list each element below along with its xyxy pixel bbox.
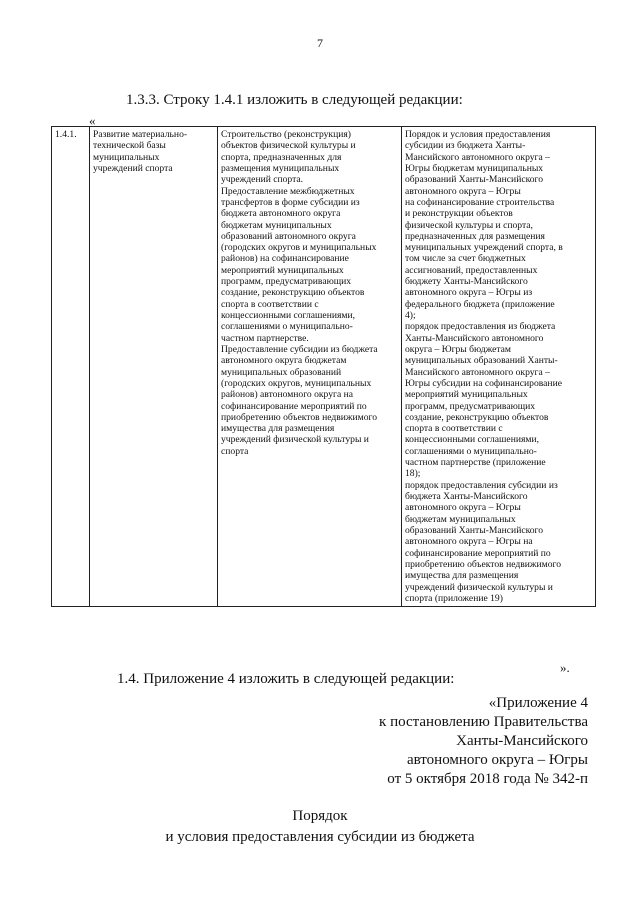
title-line: Порядок <box>292 808 348 824</box>
program-row-table <box>51 126 596 607</box>
row-number-cell: 1.4.1. <box>52 127 90 607</box>
closing-quote-mark: ». <box>560 660 570 675</box>
procedures-cell: Порядок и условия предоставления субсидии из бюджета Ханты- Мансийского автономного округа – Югры бюджетам муниципальных образований Ханты-Мансийского автономного округа – Югры на софинансирование строительства и реконструкции объектов физической культуры и спорта, предназначенных для размещения муниципальных учреждений спорта, в том числе за счет бюджетных ассигнований, предоставленных бюджету Ханты-Мансийского автономного округа – Югры из федерального бюджета (приложение 4); порядок предоставления из бюджета Ханты-Мансийского автономного округа – Югры бюджетам муниципальных образований Ханты- Мансийского автономного округа – Югры субсидии на софинансирование мероприятий муниципальных программ, предусматривающих создание, реконструкцию объектов спорта в соответствии с концессионными соглашениями, соглашениями о муниципально- частном партнерстве (приложение 18); порядок предоставления субсидии из бюджета Ханты-Мансийского автономного округа – Югры бюджетам муниципальных образований Ханты-Мансийского автономного округа – Югры на софинансирование мероприятий по приобретению объектов недвижимого имущества для размещения учреждений физической культуры и спорта (приложение 19) <box>402 127 596 607</box>
appendix-line: от 5 октября 2018 года № 342-п <box>387 771 588 787</box>
title-line: и условия предоставления субсидии из бюджета <box>165 829 475 845</box>
appendix-line: Ханты-Мансийского <box>456 733 588 749</box>
document-title <box>0 806 640 848</box>
section-heading-1-3-3: 1.3.3. Строку 1.4.1 изложить в следующей редакции: <box>126 92 463 108</box>
section-heading-1-4: 1.4. Приложение 4 изложить в следующей редакции: <box>117 671 455 687</box>
appendix-line: к постановлению Правительства <box>379 714 588 730</box>
table-row <box>52 127 596 607</box>
appendix-header <box>379 694 588 789</box>
opening-quote-mark: « <box>89 113 96 128</box>
appendix-line: автономного округа – Югры <box>406 752 588 768</box>
page-number: 7 <box>317 36 323 50</box>
measures-cell: Строительство (реконструкция) объектов физической культуры и спорта, предназначенных для размещения муниципальных учреждений спорта. Предоставление межбюджетных трансфертов в форме субсидии из бюджета автономного округа бюджетам муниципальных образований автономного округа (городских округов и муниципальных районов) на софинансирование мероприятий муниципальных программ, предусматривающих создание, реконструкцию объектов спорта в соответствии с концессионными соглашениями, соглашениями о муниципально- частном партнерстве. Предоставление субсидии из бюджета автономного округа бюджетам муниципальных образований (городских округов, муниципальных районов) автономного округа на софинансирование мероприятий по приобретению объектов недвижимого имущества для размещения учреждений физической культуры и спорта <box>218 127 402 607</box>
event-name-cell: Развитие материально- технической базы муниципальных учреждений спорта <box>90 127 218 607</box>
appendix-line: «Приложение 4 <box>488 695 588 711</box>
